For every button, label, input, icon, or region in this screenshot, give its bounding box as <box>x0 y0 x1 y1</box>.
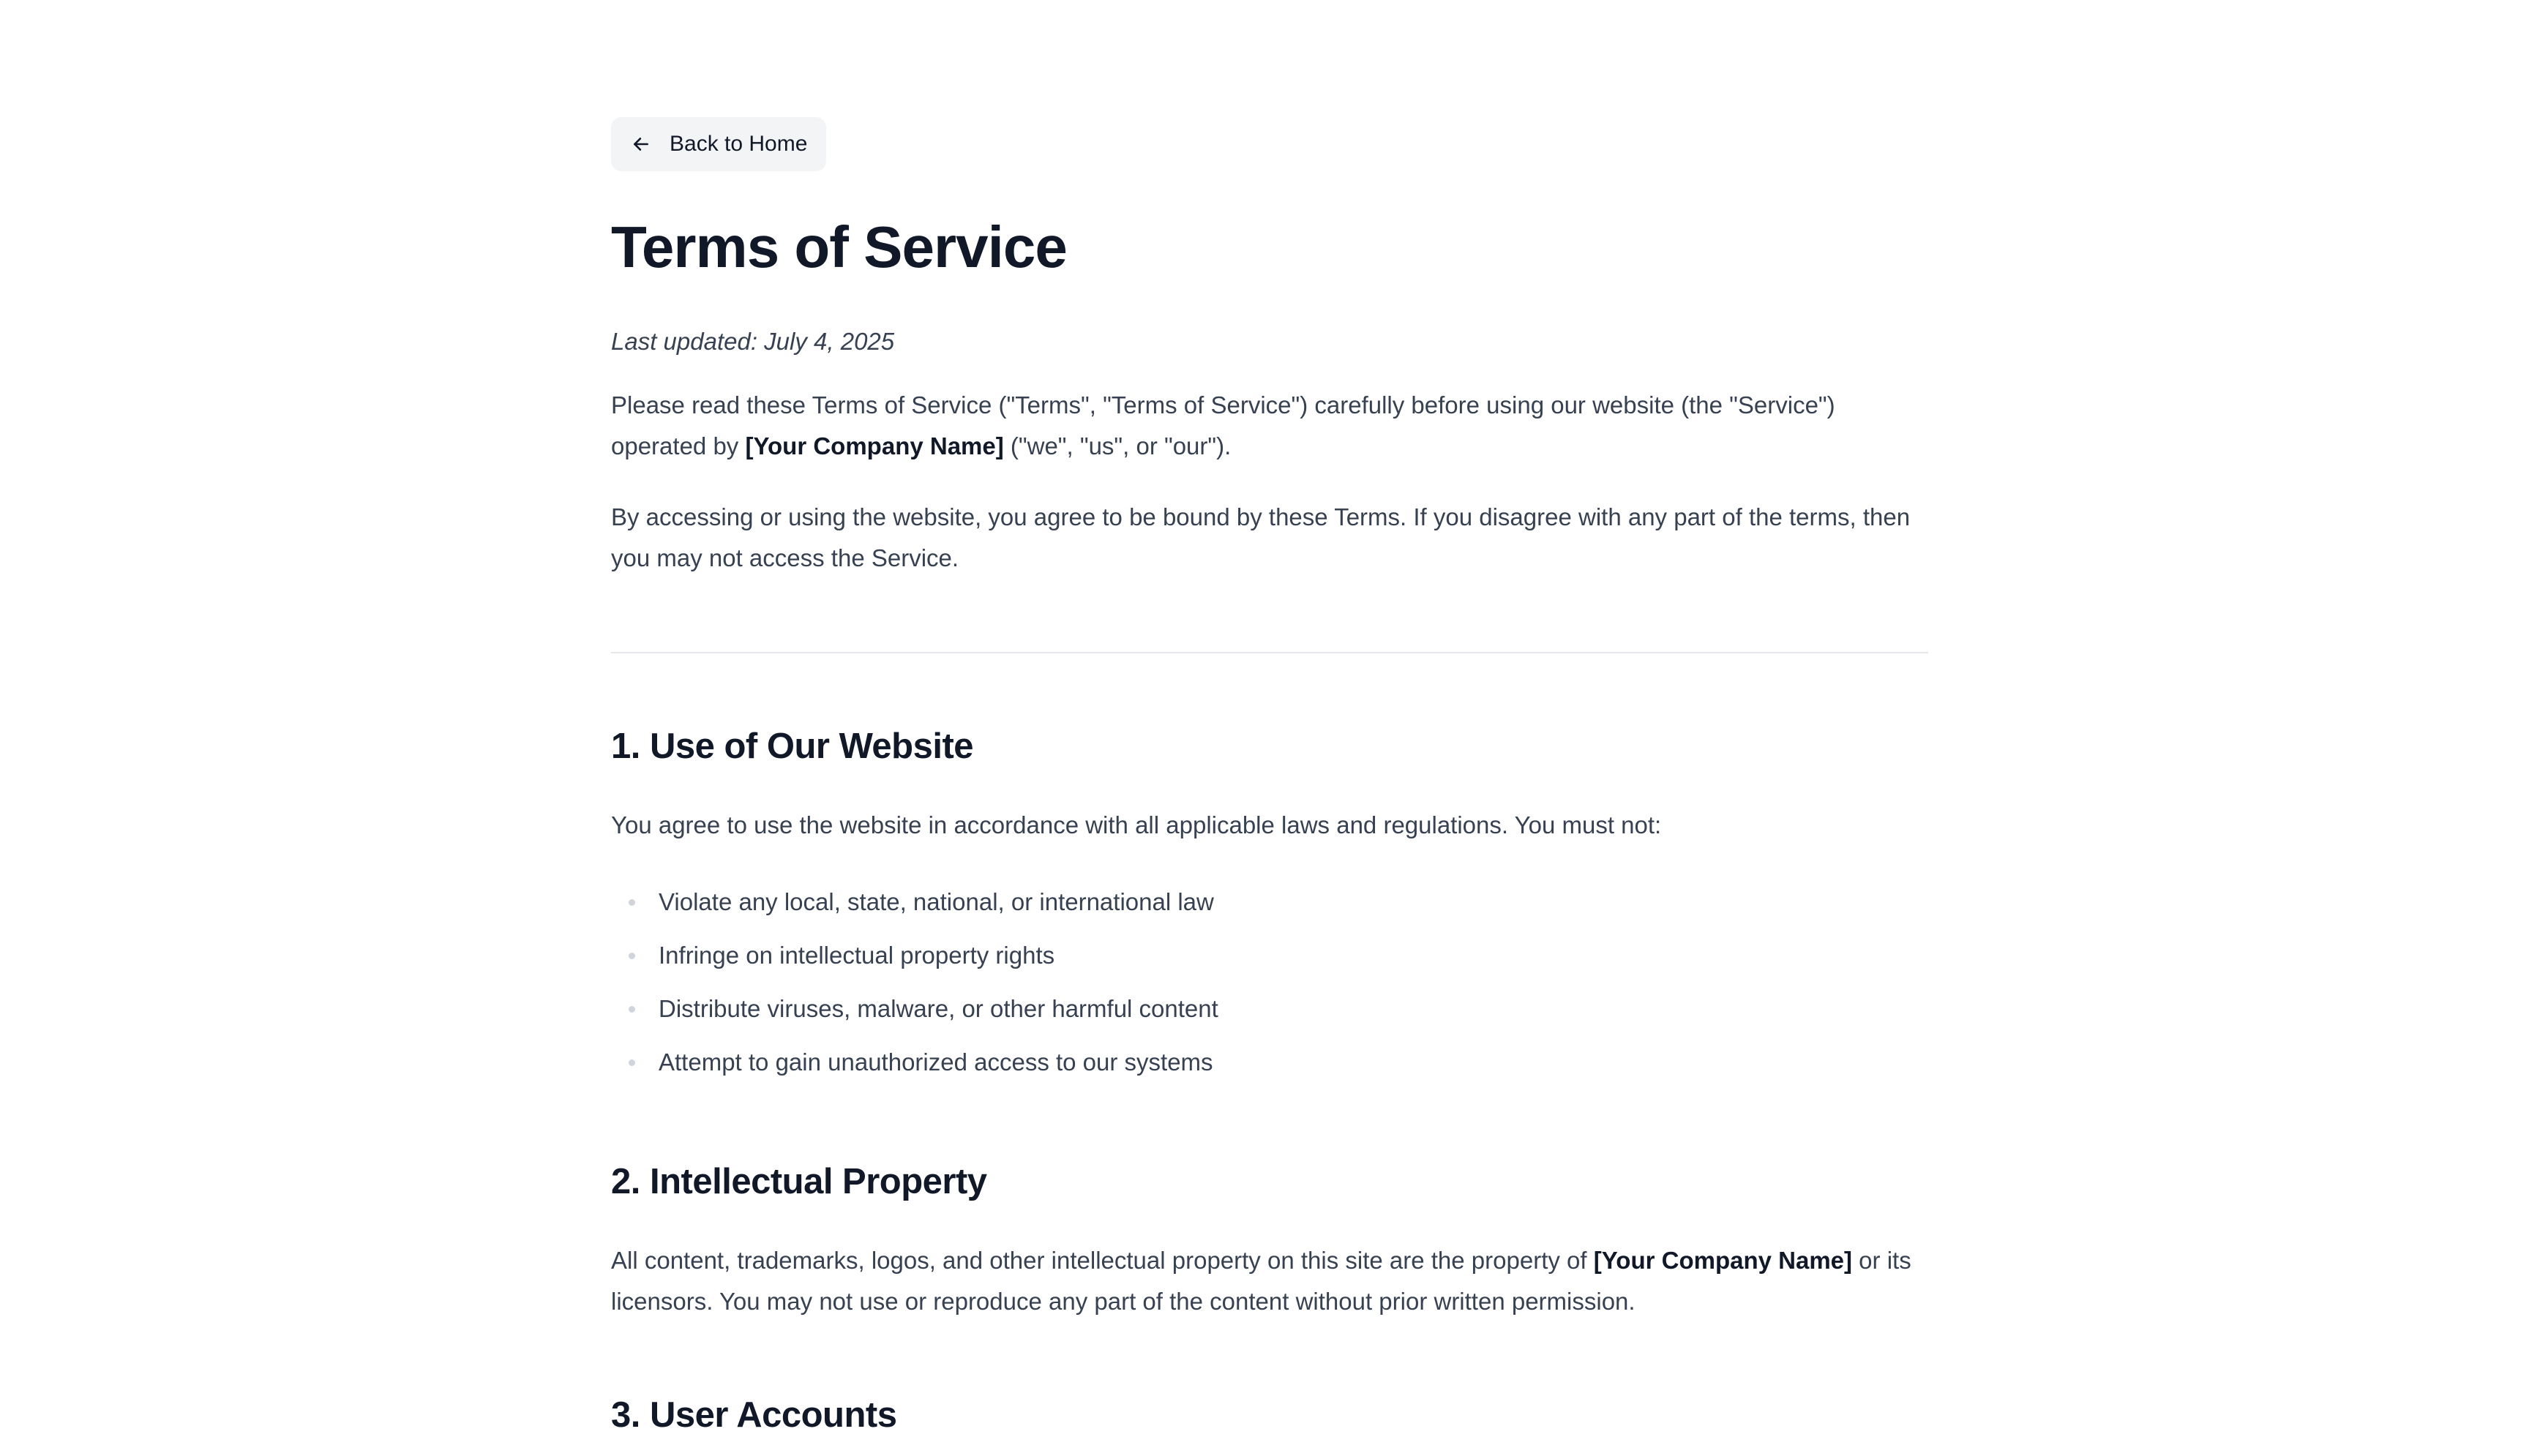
company-name: [Your Company Name] <box>1593 1246 1853 1274</box>
ip-text-end: or its licensors. You may not use or reproduce any part of the content without prior written permission. <box>611 1246 1911 1315</box>
page-title: Terms of Service <box>611 214 1067 279</box>
last-updated: Last updated: July 4, 2025 <box>611 328 895 355</box>
back-to-home-label: Back to Home <box>670 132 808 156</box>
list-item: Distribute viruses, malware, or other harmful content <box>611 982 1928 1035</box>
section-heading-use: 1. Use of Our Website <box>611 727 974 766</box>
terms-page <box>611 117 1928 1436</box>
list-item: Infringe on intellectual property rights <box>611 928 1928 982</box>
ip-text-start: All content, trademarks, logos, and other intellectual property on this site are the property of <box>611 1246 1594 1274</box>
back-to-home-button[interactable] <box>611 117 826 171</box>
section-text-ip <box>611 1240 1928 1322</box>
section-heading-ip: 2. Intellectual Property <box>611 1161 987 1201</box>
list-item: Attempt to gain unauthorized access to our systems <box>611 1035 1928 1089</box>
intro-paragraph <box>611 385 1928 467</box>
intro-text-start: Please read these Terms of Service ("Terms", "Terms of Service") carefully before using our website (the "Service") operated by <box>611 391 1835 459</box>
list-item: Violate any local, state, national, or international law <box>611 875 1928 928</box>
agreement-paragraph: By accessing or using the website, you agree to be bound by these Terms. If you disagree with any part of the terms, then you may not access the Service. <box>611 503 1911 571</box>
intro-text-end: ("we", "us", or "our"). <box>1003 432 1232 459</box>
prohibited-list <box>611 875 1928 1089</box>
section-divider <box>611 652 1928 653</box>
arrow-left-icon <box>632 135 651 154</box>
section-heading-accounts: 3. User Accounts <box>611 1395 897 1435</box>
company-name: [Your Company Name] <box>745 432 1004 459</box>
section-text-use: You agree to use the website in accordance with all applicable laws and regulations. You must not: <box>611 811 1662 838</box>
